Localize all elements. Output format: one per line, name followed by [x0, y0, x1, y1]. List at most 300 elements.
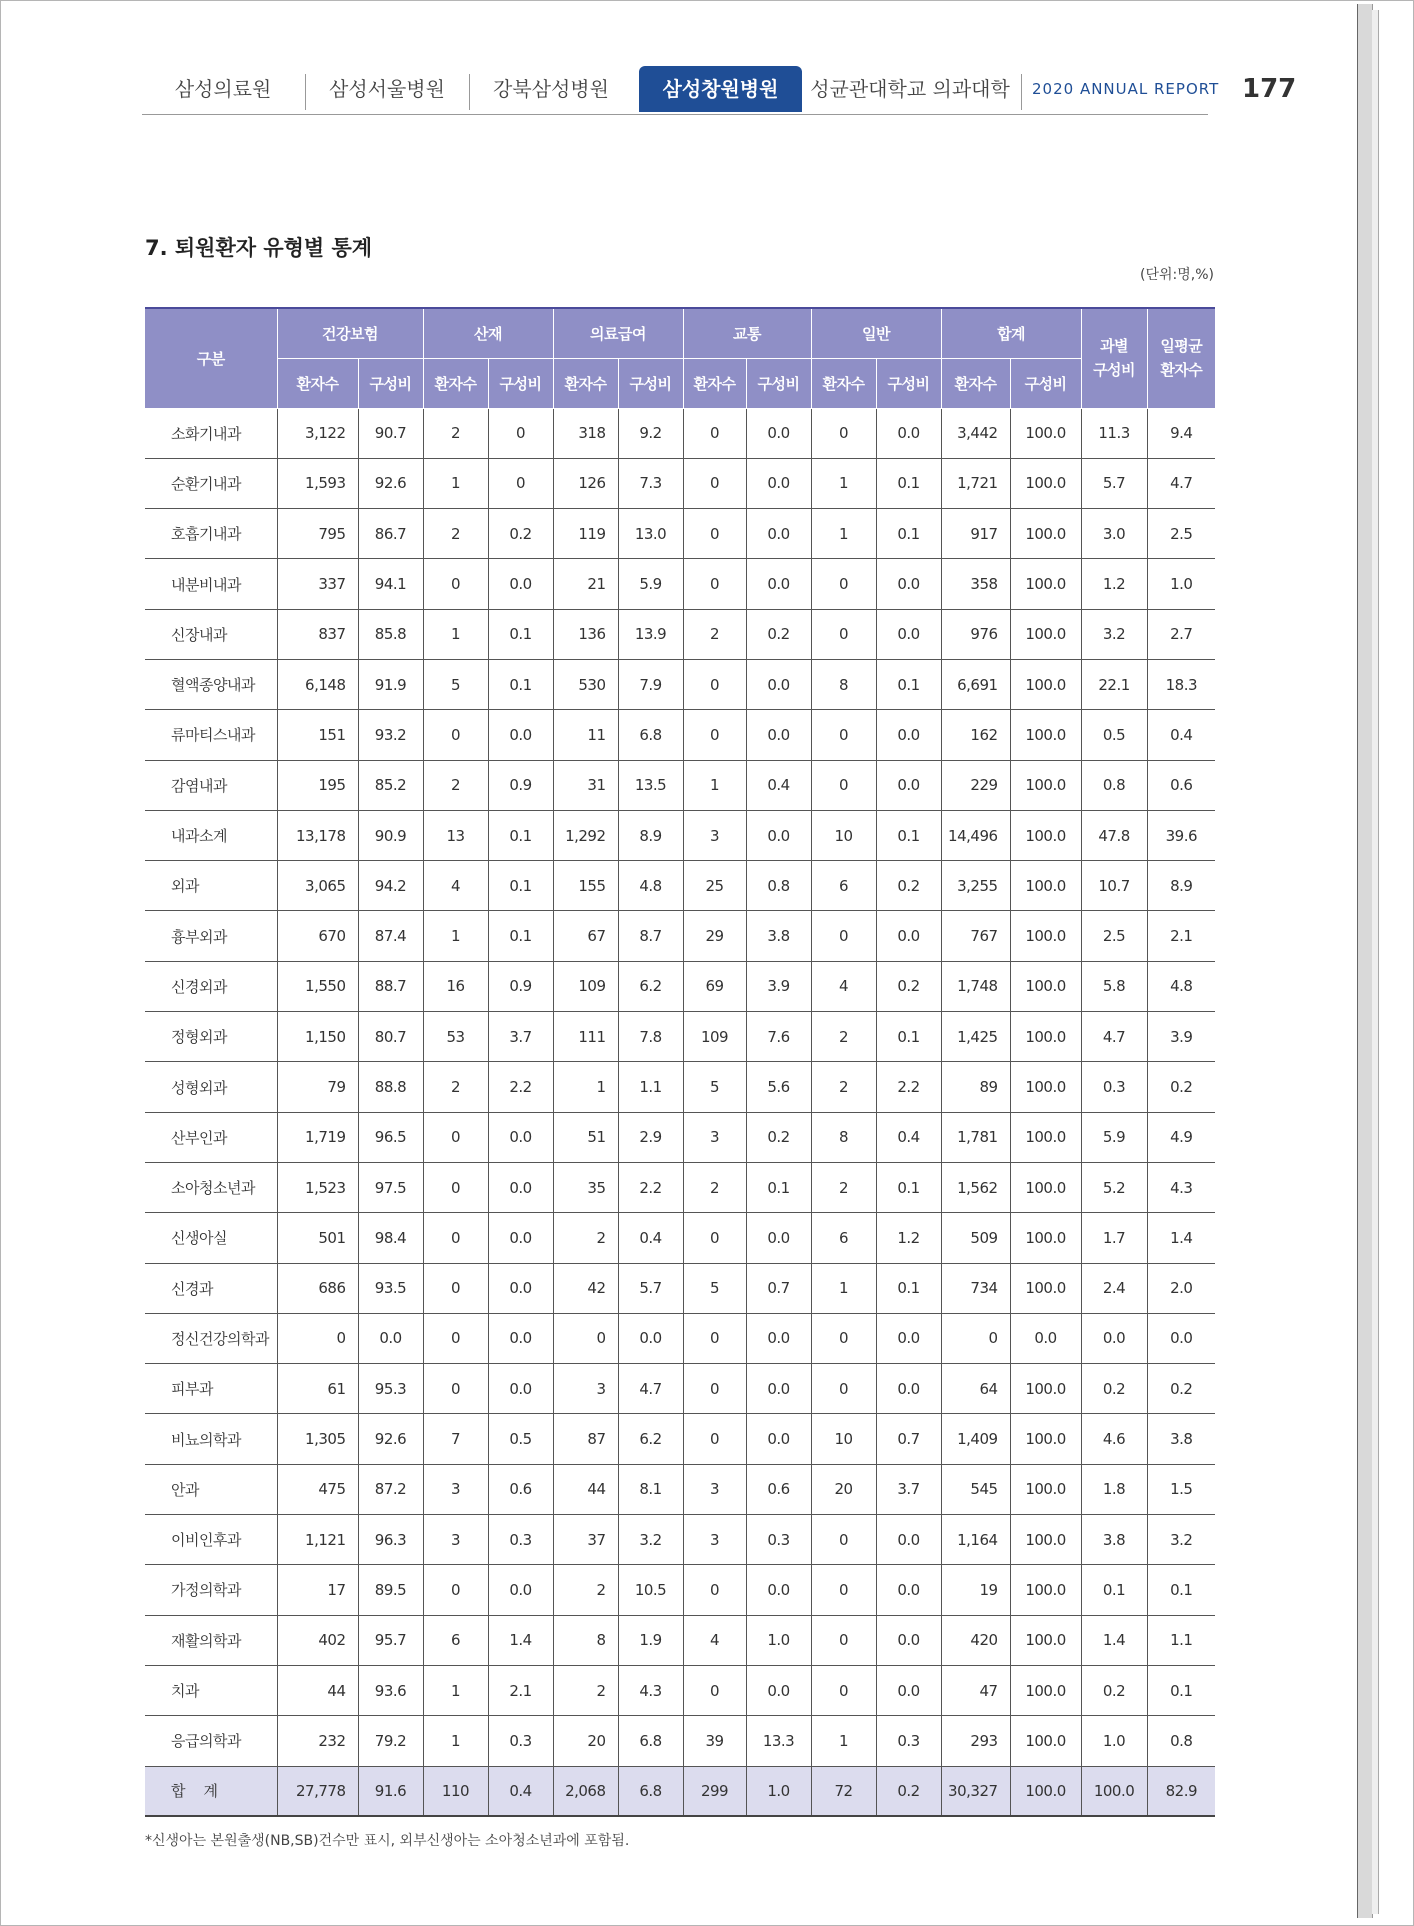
table-cell: 0	[811, 1665, 876, 1715]
table-cell: 0.0	[746, 1213, 811, 1263]
table-cell: 0	[683, 1414, 746, 1464]
table-cell: 1.0	[1147, 559, 1215, 609]
table-cell: 8.7	[618, 911, 683, 961]
table-cell: 0.0	[488, 1162, 553, 1212]
row-label: 안과	[145, 1464, 277, 1514]
table-cell: 0.0	[876, 710, 941, 760]
table-cell: 2	[553, 1665, 618, 1715]
table-cell: 0.1	[488, 659, 553, 709]
table-cell: 91.6	[358, 1766, 423, 1816]
table-cell: 1.8	[1081, 1464, 1147, 1514]
subheader-patients: 환자수	[683, 358, 746, 408]
table-cell: 0	[811, 1565, 876, 1615]
table-row	[145, 961, 1215, 1011]
row-label: 성형외과	[145, 1062, 277, 1112]
table-cell: 0.5	[1081, 710, 1147, 760]
table-cell: 509	[941, 1213, 1010, 1263]
row-label: 이비인후과	[145, 1515, 277, 1565]
table-cell: 0.0	[876, 911, 941, 961]
subheader-patients: 환자수	[277, 358, 358, 408]
table-cell: 1.4	[488, 1615, 553, 1665]
table-cell: 0.0	[618, 1313, 683, 1363]
table-cell: 0	[423, 1162, 488, 1212]
table-cell: 17	[277, 1565, 358, 1615]
table-body	[145, 408, 1215, 1816]
table-cell: 0	[488, 408, 553, 458]
table-cell: 734	[941, 1263, 1010, 1313]
table-cell: 8	[811, 659, 876, 709]
table-cell: 0.0	[488, 559, 553, 609]
table-cell: 358	[941, 559, 1010, 609]
table-row	[145, 1615, 1215, 1665]
table-cell: 100.0	[1010, 1766, 1081, 1816]
table-cell: 0.2	[1081, 1665, 1147, 1715]
header-group: 교통	[683, 308, 811, 358]
table-cell: 100.0	[1010, 1515, 1081, 1565]
table-cell: 5.8	[1081, 961, 1147, 1011]
table-cell: 100.0	[1010, 509, 1081, 559]
table-cell: 5.9	[1081, 1112, 1147, 1162]
table-cell: 1,164	[941, 1515, 1010, 1565]
row-label: 정신건강의학과	[145, 1313, 277, 1363]
table-cell: 11.3	[1081, 408, 1147, 458]
page-number: 177	[1242, 74, 1297, 104]
table-cell: 79	[277, 1062, 358, 1112]
page-edge	[1357, 4, 1373, 1918]
table-row	[145, 1062, 1215, 1112]
table-cell: 100.0	[1010, 961, 1081, 1011]
table-cell: 2	[553, 1565, 618, 1615]
header-group: 건강보험	[277, 308, 423, 358]
table-cell: 13.0	[618, 509, 683, 559]
table-cell: 4.3	[1147, 1162, 1215, 1212]
table-cell: 0.2	[746, 1112, 811, 1162]
table-cell: 195	[277, 760, 358, 810]
row-label: 순환기내과	[145, 458, 277, 508]
table-cell: 2	[423, 1062, 488, 1112]
table-row	[145, 408, 1215, 458]
table-cell: 14,496	[941, 810, 1010, 860]
table-cell: 86.7	[358, 509, 423, 559]
table-cell: 88.8	[358, 1062, 423, 1112]
table-cell: 0.0	[488, 1263, 553, 1313]
total-row	[145, 1766, 1215, 1816]
table-cell: 82.9	[1147, 1766, 1215, 1816]
table-cell: 0.1	[488, 911, 553, 961]
table-cell: 6.8	[618, 710, 683, 760]
table-cell: 0.4	[1147, 710, 1215, 760]
table-cell: 0.0	[488, 1313, 553, 1363]
table-cell: 2.5	[1147, 509, 1215, 559]
table-cell: 1,593	[277, 458, 358, 508]
table-cell: 1	[811, 1263, 876, 1313]
table-cell: 1,562	[941, 1162, 1010, 1212]
table-cell: 1,550	[277, 961, 358, 1011]
table-cell: 42	[553, 1263, 618, 1313]
table-cell: 1.1	[618, 1062, 683, 1112]
table-cell: 0	[553, 1313, 618, 1363]
table-cell: 2	[423, 760, 488, 810]
table-cell: 917	[941, 509, 1010, 559]
table-cell: 0.2	[876, 861, 941, 911]
table-row	[145, 1414, 1215, 1464]
table-row	[145, 861, 1215, 911]
table-cell: 10.5	[618, 1565, 683, 1615]
table-cell: 0	[811, 710, 876, 760]
table-cell: 3	[683, 1112, 746, 1162]
table-cell: 29	[683, 911, 746, 961]
table-row	[145, 1716, 1215, 1766]
table-cell: 0.0	[746, 659, 811, 709]
header-daily-avg: 일평균 환자수	[1147, 308, 1215, 408]
table-cell: 0.1	[1147, 1665, 1215, 1715]
table-cell: 20	[811, 1464, 876, 1514]
table-cell: 0.1	[1147, 1565, 1215, 1615]
table-cell: 25	[683, 861, 746, 911]
table-cell: 0.0	[488, 1565, 553, 1615]
report-label: 2020 ANNUAL REPORT	[1032, 80, 1220, 98]
table-cell: 2.5	[1081, 911, 1147, 961]
table-cell: 0.0	[746, 710, 811, 760]
table-cell: 337	[277, 559, 358, 609]
tab-samsung-seoul-hospital[interactable]: 삼성서울병원	[329, 77, 445, 101]
footnote: *신생아는 본원출생(NB,SB)건수만 표시, 외부신생아는 소아청소년과에 포함됨.	[145, 1833, 630, 1849]
table-cell: 47	[941, 1665, 1010, 1715]
row-label: 신장내과	[145, 609, 277, 659]
table-cell: 0	[683, 559, 746, 609]
table-cell: 11	[553, 710, 618, 760]
row-label: 응급의학과	[145, 1716, 277, 1766]
table-cell: 100.0	[1010, 911, 1081, 961]
subheader-patients: 환자수	[553, 358, 618, 408]
table-cell: 5.2	[1081, 1162, 1147, 1212]
table-cell: 1.4	[1147, 1213, 1215, 1263]
table-cell: 232	[277, 1716, 358, 1766]
table-cell: 21	[553, 559, 618, 609]
table-cell: 0	[277, 1313, 358, 1363]
table-cell: 293	[941, 1716, 1010, 1766]
table-cell: 6,691	[941, 659, 1010, 709]
table-cell: 61	[277, 1364, 358, 1414]
table-cell: 0	[683, 509, 746, 559]
table-cell: 0.4	[618, 1213, 683, 1263]
tab-samsung-changwon-hospital[interactable]: 삼성창원병원	[639, 66, 802, 112]
table-cell: 0.8	[1081, 760, 1147, 810]
row-label: 내과소계	[145, 810, 277, 860]
table-cell: 0.0	[876, 1565, 941, 1615]
table-cell: 0	[423, 1263, 488, 1313]
table-cell: 100.0	[1010, 1565, 1081, 1615]
table-cell: 13.9	[618, 609, 683, 659]
subheader-ratio: 구성비	[876, 358, 941, 408]
discharge-stats-table	[145, 307, 1215, 1817]
table-cell: 19	[941, 1565, 1010, 1615]
table-cell: 6	[811, 861, 876, 911]
table-cell: 100.0	[1010, 1414, 1081, 1464]
table-cell: 0.0	[488, 1112, 553, 1162]
table-cell: 100.0	[1010, 1012, 1081, 1062]
table-cell: 837	[277, 609, 358, 659]
table-cell: 3.7	[488, 1012, 553, 1062]
table-cell: 100.0	[1010, 1213, 1081, 1263]
table-cell: 22.1	[1081, 659, 1147, 709]
table-cell: 6	[423, 1615, 488, 1665]
table-cell: 767	[941, 911, 1010, 961]
table-cell: 3	[423, 1464, 488, 1514]
table-cell: 126	[553, 458, 618, 508]
table-cell: 100.0	[1010, 810, 1081, 860]
table-cell: 0.8	[1147, 1716, 1215, 1766]
table-cell: 51	[553, 1112, 618, 1162]
table-cell: 4.7	[1147, 458, 1215, 508]
table-cell: 8.1	[618, 1464, 683, 1514]
table-cell: 0	[423, 710, 488, 760]
table-cell: 93.6	[358, 1665, 423, 1715]
table-cell: 30,327	[941, 1766, 1010, 1816]
table-cell: 4	[811, 961, 876, 1011]
table-cell: 3.9	[746, 961, 811, 1011]
table-cell: 90.7	[358, 408, 423, 458]
table-cell: 1.2	[876, 1213, 941, 1263]
table-cell: 0.0	[1147, 1313, 1215, 1363]
table-cell: 545	[941, 1464, 1010, 1514]
table-cell: 3.2	[1147, 1515, 1215, 1565]
subheader-patients: 환자수	[423, 358, 488, 408]
table-cell: 100.0	[1010, 1062, 1081, 1112]
row-label: 산부인과	[145, 1112, 277, 1162]
table-cell: 0.2	[488, 509, 553, 559]
table-cell: 4.7	[1081, 1012, 1147, 1062]
table-cell: 27,778	[277, 1766, 358, 1816]
table-cell: 0	[811, 760, 876, 810]
table-cell: 1,121	[277, 1515, 358, 1565]
table-cell: 87.2	[358, 1464, 423, 1514]
table-cell: 39.6	[1147, 810, 1215, 860]
table-cell: 64	[941, 1364, 1010, 1414]
table-cell: 100.0	[1010, 458, 1081, 508]
table-cell: 5.6	[746, 1062, 811, 1112]
table-cell: 155	[553, 861, 618, 911]
table-row	[145, 1364, 1215, 1414]
table-cell: 0	[683, 1313, 746, 1363]
table-cell: 100.0	[1010, 408, 1081, 458]
table-cell: 2.1	[488, 1665, 553, 1715]
header-group: 산재	[423, 308, 553, 358]
table-cell: 5	[683, 1263, 746, 1313]
table-cell: 13	[423, 810, 488, 860]
table-cell: 6,148	[277, 659, 358, 709]
table-cell: 5.9	[618, 559, 683, 609]
table-cell: 3.8	[746, 911, 811, 961]
table-row	[145, 1012, 1215, 1062]
table-cell: 4	[683, 1615, 746, 1665]
table-cell: 402	[277, 1615, 358, 1665]
table-cell: 0	[683, 1364, 746, 1414]
table-cell: 94.2	[358, 861, 423, 911]
table-cell: 0.0	[1081, 1313, 1147, 1363]
page-edge-inner	[1372, 10, 1379, 1914]
table-cell: 1.1	[1147, 1615, 1215, 1665]
table-cell: 6.8	[618, 1716, 683, 1766]
table-cell: 4.8	[618, 861, 683, 911]
row-label: 재활의학과	[145, 1615, 277, 1665]
table-cell: 0	[423, 1213, 488, 1263]
table-cell: 151	[277, 710, 358, 760]
table-cell: 10.7	[1081, 861, 1147, 911]
table-cell: 1	[553, 1062, 618, 1112]
table-cell: 1.0	[1081, 1716, 1147, 1766]
table-cell: 2.1	[1147, 911, 1215, 961]
table-cell: 1,150	[277, 1012, 358, 1062]
table-cell: 79.2	[358, 1716, 423, 1766]
table-cell: 2	[811, 1012, 876, 1062]
table-cell: 111	[553, 1012, 618, 1062]
table-cell: 2.0	[1147, 1263, 1215, 1313]
table-cell: 6.2	[618, 961, 683, 1011]
table-cell: 0.0	[746, 458, 811, 508]
table-cell: 0.9	[488, 961, 553, 1011]
table-cell: 0.4	[488, 1766, 553, 1816]
row-label: 외과	[145, 861, 277, 911]
table-cell: 1	[423, 1716, 488, 1766]
table-cell: 10	[811, 810, 876, 860]
table-cell: 4	[423, 861, 488, 911]
table-cell: 7	[423, 1414, 488, 1464]
table-row	[145, 760, 1215, 810]
table-cell: 44	[277, 1665, 358, 1715]
row-label: 합계	[145, 1766, 277, 1816]
table-cell: 1,409	[941, 1414, 1010, 1464]
table-cell: 0.1	[876, 1263, 941, 1313]
table-cell: 88.7	[358, 961, 423, 1011]
section-title: 7. 퇴원환자 유형별 통계	[145, 236, 373, 260]
table-cell: 0	[811, 1313, 876, 1363]
table-cell: 0.1	[488, 810, 553, 860]
table-cell: 0	[811, 559, 876, 609]
table-cell: 85.2	[358, 760, 423, 810]
table-cell: 0	[811, 1615, 876, 1665]
table-cell: 3.7	[876, 1464, 941, 1514]
table-cell: 100.0	[1010, 861, 1081, 911]
table-cell: 3,065	[277, 861, 358, 911]
table-cell: 2.2	[876, 1062, 941, 1112]
table-cell: 0	[811, 1364, 876, 1414]
table-cell: 100.0	[1081, 1766, 1147, 1816]
table-cell: 4.3	[618, 1665, 683, 1715]
table-cell: 5	[423, 659, 488, 709]
table-cell: 501	[277, 1213, 358, 1263]
table-cell: 93.5	[358, 1263, 423, 1313]
table-cell: 0.9	[488, 760, 553, 810]
table-cell: 100.0	[1010, 659, 1081, 709]
table-cell: 10	[811, 1414, 876, 1464]
header-group: 의료급여	[553, 308, 683, 358]
subheader-ratio: 구성비	[1010, 358, 1081, 408]
table-cell: 3.9	[1147, 1012, 1215, 1062]
table-cell: 97.5	[358, 1162, 423, 1212]
table-cell: 0.0	[876, 1615, 941, 1665]
table-cell: 92.6	[358, 458, 423, 508]
table-cell: 100.0	[1010, 1615, 1081, 1665]
table-cell: 1,425	[941, 1012, 1010, 1062]
table-cell: 2	[553, 1213, 618, 1263]
table-cell: 0.0	[1010, 1313, 1081, 1363]
table-cell: 0.0	[876, 1665, 941, 1715]
table-cell: 0.2	[876, 961, 941, 1011]
table-cell: 0.1	[876, 458, 941, 508]
table-cell: 2	[683, 1162, 746, 1212]
table-cell: 0	[423, 1364, 488, 1414]
table-row	[145, 1213, 1215, 1263]
table-cell: 0.0	[746, 1313, 811, 1363]
table-cell: 72	[811, 1766, 876, 1816]
table-cell: 0.2	[746, 609, 811, 659]
table-cell: 3	[683, 1464, 746, 1514]
table-cell: 3.8	[1081, 1515, 1147, 1565]
table-cell: 3.2	[1081, 609, 1147, 659]
table-cell: 119	[553, 509, 618, 559]
table-cell: 1,748	[941, 961, 1010, 1011]
table-cell: 0.0	[876, 760, 941, 810]
table-cell: 0.1	[876, 1162, 941, 1212]
table-cell: 95.3	[358, 1364, 423, 1414]
table-cell: 0.6	[488, 1464, 553, 1514]
table-cell: 2.9	[618, 1112, 683, 1162]
row-label: 소화기내과	[145, 408, 277, 458]
table-cell: 4.6	[1081, 1414, 1147, 1464]
table-cell: 39	[683, 1716, 746, 1766]
table-cell: 0.4	[746, 760, 811, 810]
table-row	[145, 1565, 1215, 1615]
table-cell: 4.7	[618, 1364, 683, 1414]
table-cell: 0.5	[488, 1414, 553, 1464]
table-cell: 0.2	[1081, 1364, 1147, 1414]
tab-samsung-medical-center[interactable]: 삼성의료원	[174, 77, 272, 101]
table-cell: 0.7	[876, 1414, 941, 1464]
tab-kangbuk-samsung-hospital[interactable]: 강북삼성병원	[493, 77, 609, 101]
table-cell: 1	[683, 760, 746, 810]
tab-skku-medicine[interactable]: 성균관대학교 의과대학	[810, 77, 1010, 101]
table-cell: 0.0	[876, 408, 941, 458]
table-cell: 1,305	[277, 1414, 358, 1464]
table-cell: 0	[811, 911, 876, 961]
table-cell: 89	[941, 1062, 1010, 1112]
table-cell: 0.1	[876, 659, 941, 709]
table-cell: 162	[941, 710, 1010, 760]
table-cell: 5.7	[1081, 458, 1147, 508]
unit-label: (단위:명,%)	[1140, 267, 1214, 283]
table-cell: 0	[683, 710, 746, 760]
row-label: 신경외과	[145, 961, 277, 1011]
table-cell: 0	[683, 1665, 746, 1715]
table-cell: 0.0	[876, 559, 941, 609]
table-cell: 0.0	[746, 1665, 811, 1715]
table-cell: 7.3	[618, 458, 683, 508]
table-cell: 2.7	[1147, 609, 1215, 659]
table-cell: 0	[683, 408, 746, 458]
table-row	[145, 810, 1215, 860]
table-cell: 0.1	[488, 609, 553, 659]
table-cell: 0.0	[488, 1213, 553, 1263]
table-cell: 2	[683, 609, 746, 659]
table-row	[145, 1112, 1215, 1162]
table-cell: 0.1	[746, 1162, 811, 1212]
table-cell: 100.0	[1010, 559, 1081, 609]
table-subheader-row	[145, 358, 1215, 408]
table-cell: 0.0	[746, 408, 811, 458]
header-group: 일반	[811, 308, 941, 358]
table-cell: 475	[277, 1464, 358, 1514]
